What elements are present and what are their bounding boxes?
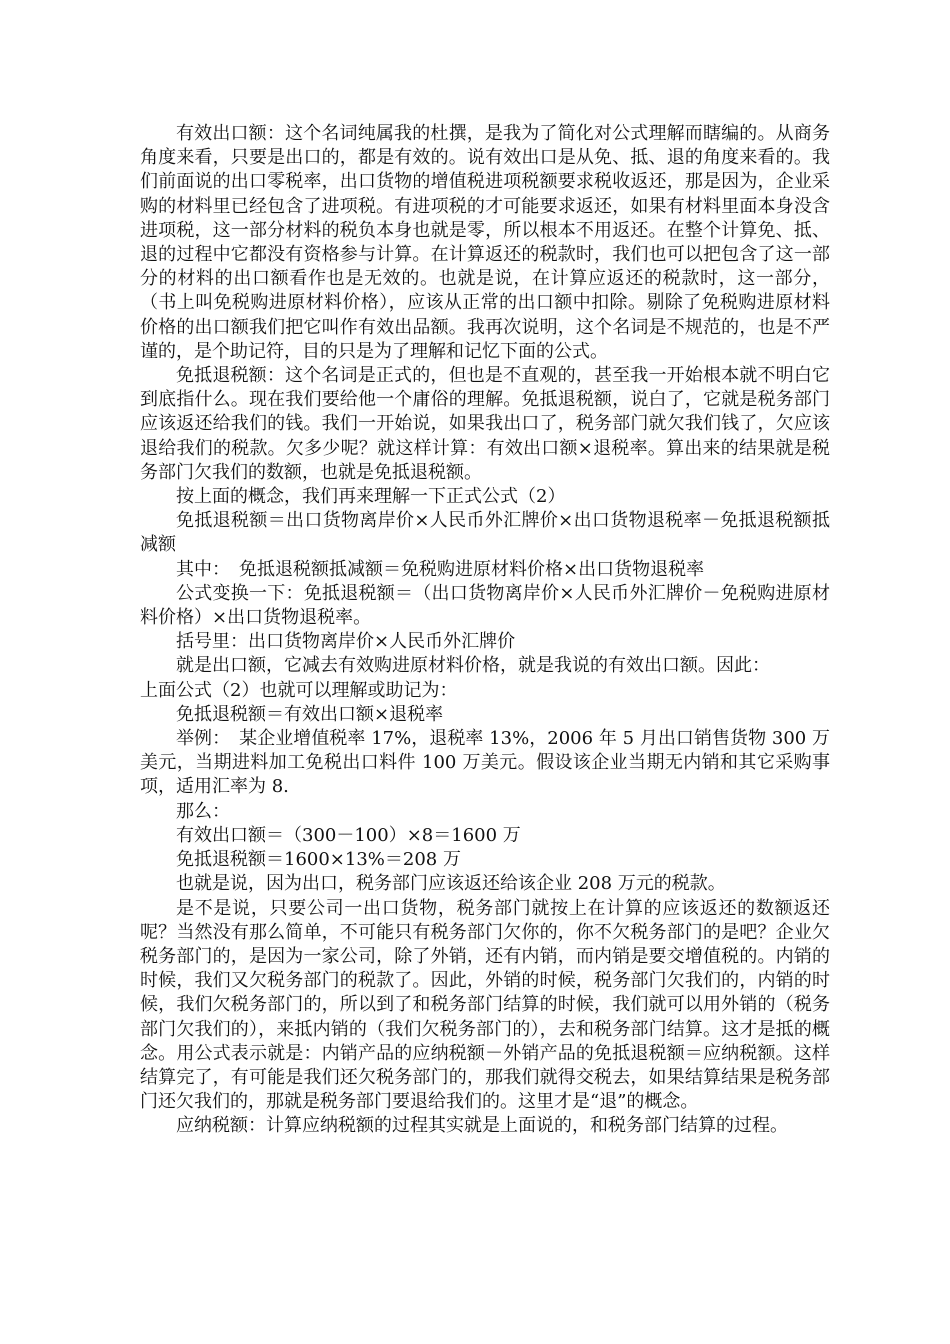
paragraph-tax-payable: 应纳税额：计算应纳税额的过程其实就是上面说的，和税务部门结算的过程。 (176, 1115, 788, 1137)
paragraph-exemption-credit-refund: 免抵退税额：这个名词是正式的，但也是不直观的，甚至我一开始根本就不明白它到底指什么。现在我们要给他一个庸俗的理解。免抵退税额，说白了，它就是税务部门应该返还给我们的钱。我们一开始说，如果我出口了，税务部门就欠我们钱了，欠应该退给我们的税款。欠多少呢？就这样计算：有效出口额×退税率。算出来的结果就是税务部门欠我们的数额，也就是免抵退税额。 (140, 365, 830, 483)
paragraph-export-amount: 就是出口额，它减去有效购进原材料价格，就是我说的有效出口额。因此： (176, 655, 770, 677)
paragraph-mnemonic-intro: 上面公式（2）也就可以理解或助记为： (140, 679, 458, 701)
paragraph-calc-refund: 免抵退税额＝1600×13%＝208 万 (176, 849, 461, 871)
paragraph-effective-export: 有效出口额：这个名词纯属我的杜撰，是我为了简化对公式理解而瞎编的。从商务角度来看，只要是出口的，都是有效的。说有效出口是从免、抵、退的角度来看的。我们前面说的出口零税率，出口货物的增值税进项税额要求税收返还，那是因为，企业采购的材料里已经包含了进项税。有进项税的才可能要求返还，如果有材料里面本身没含进项税，这一部分材料的税负本身也就是零，所以根本不用返还。在整个计算免、抵、退的过程中它都没有资格参与计算。在计算返还的税款时，我们也可以把包含了这一部分的材料的出口额看作也是无效的。也就是说，在计算应返还的税款时，这一部分，（书上叫免税购进原材料价格），应该从正常的出口额中扣除。剔除了免税购进原材料价格的出口额我们把它叫作有效出品额。我再次说明，这个名词是不规范的，也是不严谨的，是个助记符，目的只是为了理解和记忆下面的公式。 (140, 123, 830, 362)
paragraph-example: 举例： 某企业增值税率 17%，退税率 13%，2006 年 5 月出口销售货物 300 万美元，当期进料加工免税出口料件 100 万美元。假设该企业当期无内销和其它采购事项，适用汇率为 8. (140, 728, 830, 798)
paragraph-formula-2: 免抵退税额＝出口货物离岸价×人民币外汇牌价×出口货物退税率－免抵退税额抵减额 (140, 510, 830, 556)
paragraph-mnemonic-formula: 免抵退税额＝有效出口额×退税率 (176, 703, 444, 725)
paragraph-formula-intro: 按上面的概念，我们再来理解一下正式公式（2） (176, 486, 566, 508)
paragraph-formula-offset: 其中： 免抵退税额抵减额＝免税购进原材料价格×出口货物退税率 (176, 558, 705, 580)
paragraph-offset-concept: 是不是说，只要公司一出口货物，税务部门就按上在计算的应该返还的数额返还呢？当然没有那么简单，不可能只有税务部门欠你的，你不欠税务部门的是吧？企业欠税务部门的，是因为一家公司，除了外销，还有内销，而内销是要交增值税的。内销的时候，我们又欠税务部门的税款了。因此，外销的时候，税务部门欠我们的，内销的时候，我们欠税务部门的，所以到了和税务部门结算的时候，我们就可以用外销的（税务部门欠我们的），来抵内销的（我们欠税务部门的），去和税务部门结算。这才是抵的概念。用公式表示就是：内销产品的应纳税额－外销产品的免抵退税额＝应纳税额。这样结算完了，有可能是我们还欠税务部门的，那我们就得交税去，如果结算结果是税务部门还欠我们的，那就是税务部门要退给我们的。这里才是“退”的概念。 (140, 897, 830, 1113)
paragraph-calc-effective: 有效出口额＝（300－100）×8＝1600 万 (176, 824, 521, 846)
paragraph-result: 也就是说，因为出口，税务部门应该返还给该企业 208 万元的税款。 (176, 873, 726, 895)
paragraph-bracket: 括号里：出口货物离岸价×人民币外汇牌价 (176, 631, 516, 653)
paragraph-then: 那么： (176, 800, 230, 822)
paragraph-formula-transform: 公式变换一下：免抵退税额＝（出口货物离岸价×人民币外汇牌价－免税购进原材料价格）×出口货物退税率。 (140, 582, 830, 629)
